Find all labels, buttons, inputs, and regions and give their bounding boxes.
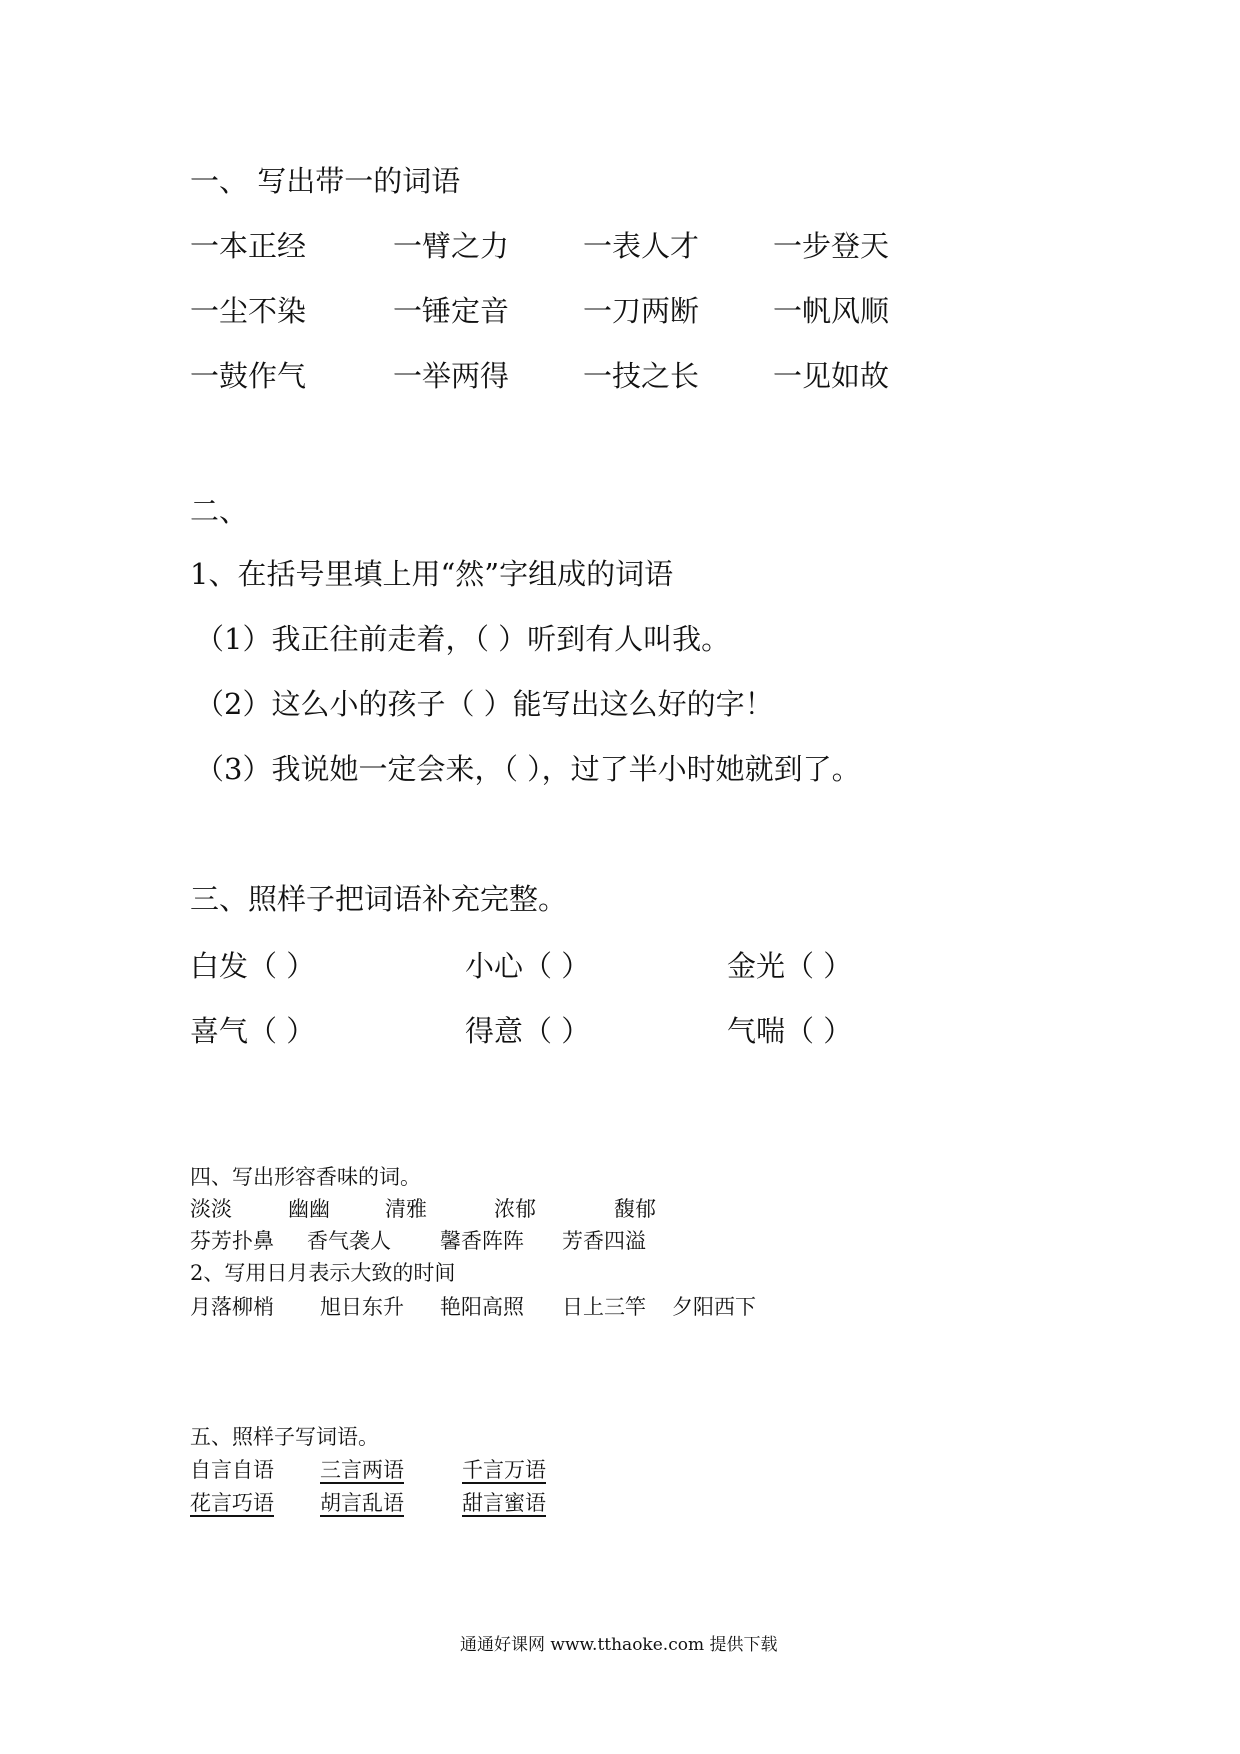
footer-credit: 通通好课网 www.tthaoke.com 提供下载 [460, 1635, 778, 1655]
section2-question: 1、在括号里填上用“然”字组成的词语 [190, 557, 674, 591]
section5-title: 五、照样子写词语。 [190, 1425, 379, 1449]
section1-title: 一、 写出带一的词语 [190, 164, 461, 198]
section2-title: 二、 [190, 494, 249, 528]
idiom-2-2: 一锤定音 [393, 294, 510, 328]
complete-1-3: 金光（ ） [727, 949, 853, 983]
fill-item-3: （3）我说她一定会来，（ ），过了半小时她就到了。 [195, 752, 861, 786]
scent-word-4: 浓郁 [494, 1197, 536, 1221]
section3-title: 三、照样子把词语补充完整。 [190, 882, 568, 916]
example-word: 自言自语 [190, 1458, 274, 1482]
answer-word-5: 甜言蜜语 [462, 1491, 546, 1515]
section4-title: 四、写出形容香味的词。 [190, 1165, 421, 1189]
answer-word-2: 千言万语 [462, 1458, 546, 1482]
answer-word-3: 花言巧语 [190, 1491, 274, 1515]
complete-1-1: 白发（ ） [190, 949, 316, 983]
scent-phrase-2: 香气袭人 [307, 1229, 391, 1253]
time-phrase-3: 艳阳高照 [440, 1295, 524, 1319]
scent-word-1: 淡淡 [190, 1197, 232, 1221]
idiom-2-3: 一刀两断 [583, 294, 700, 328]
idiom-2-4: 一帆风顺 [773, 294, 890, 328]
time-phrase-5: 夕阳西下 [672, 1295, 756, 1319]
idiom-1-4: 一步登天 [773, 229, 890, 263]
idiom-3-3: 一技之长 [583, 359, 700, 393]
answer-word-4: 胡言乱语 [320, 1491, 404, 1515]
fill-item-2: （2）这么小的孩子（ ）能写出这么好的字！ [195, 687, 774, 721]
complete-2-1: 喜气（ ） [190, 1014, 316, 1048]
idiom-1-2: 一臂之力 [393, 229, 510, 263]
complete-2-3: 气喘（ ） [727, 1014, 853, 1048]
time-phrase-1: 月落柳梢 [190, 1295, 274, 1319]
idiom-2-1: 一尘不染 [190, 294, 307, 328]
scent-word-3: 清雅 [385, 1197, 427, 1221]
scent-phrase-1: 芬芳扑鼻 [190, 1229, 274, 1253]
time-phrase-4: 日上三竿 [562, 1295, 646, 1319]
complete-2-2: 得意（ ） [465, 1014, 591, 1048]
idiom-1-1: 一本正经 [190, 229, 307, 263]
section4-question2: 2、写用日月表示大致的时间 [190, 1261, 456, 1285]
answer-word-1: 三言两语 [320, 1458, 404, 1482]
complete-1-2: 小心（ ） [465, 949, 591, 983]
scent-phrase-3: 馨香阵阵 [440, 1229, 524, 1253]
scent-word-2: 幽幽 [288, 1197, 330, 1221]
scent-phrase-4: 芳香四溢 [562, 1229, 646, 1253]
idiom-3-4: 一见如故 [773, 359, 890, 393]
time-phrase-2: 旭日东升 [320, 1295, 404, 1319]
idiom-3-2: 一举两得 [393, 359, 510, 393]
scent-word-5: 馥郁 [614, 1197, 656, 1221]
fill-item-1: （1）我正往前走着，（ ）听到有人叫我。 [195, 622, 731, 656]
idiom-1-3: 一表人才 [583, 229, 700, 263]
idiom-3-1: 一鼓作气 [190, 359, 307, 393]
